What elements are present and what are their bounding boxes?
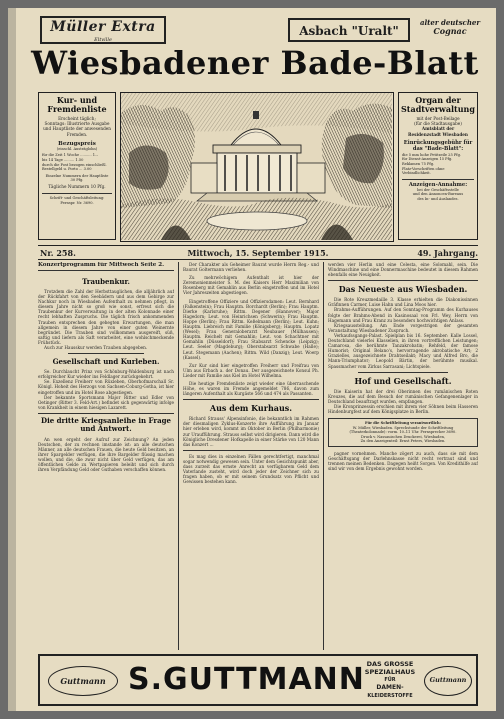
column-rule [178, 262, 179, 650]
article-rotes-kreuz: Die Rote Kreuzmedaille 3. Klasse erhielten die Diakonissinnen Gräfinnen Carmer, Luise Hahn und Lina Moos hier. [328, 297, 478, 308]
issue-year: 49. Jahrgang. [417, 248, 478, 258]
article-kriegsanleihe-cont: Es mag dies in einzelnen Fällen gerechtfertigt, manchmal sogar notwendig gewesen sein. Unter dem Gesichtspunkt aber, dass zurzeit das ernste Anrecht an verfügbarem Geld dem Vaterlande zusteht, wird doch jeder der Zeichner sich zu fragen haben, ob er mit seinem Grundsatz von Pflicht und Gewissen bestehen kann. [183, 453, 319, 485]
price-row: Einzelne Nummern der Hauptliste [45, 173, 109, 178]
kurliste-footer: Schrift- und Geschäftsleitung: [49, 196, 105, 201]
annahme-row: des In- und Auslandes. [417, 196, 459, 201]
ins-row: Reklamen 75 Pfg. [402, 162, 435, 166]
ins-row: Platz-Vorschriften ohne [402, 166, 445, 171]
article-kurhaus: Richard Strauss' Alpensinfonie, die bekanntlich im Rahmen der diesmaligen Zyklus-Konzerte ihre Aufführung im Januar hier erleben wird, kommt im Oktober in Berlin (Philharmonie) zur Uraufführung. Strauss selbst wird dirigieren. Dann wird die Königliche Dresdener Hofkapelle in einer Stärke von 120 Mann das Konzert ... [183, 416, 319, 447]
kurliste-line: Erscheint täglich; [58, 116, 96, 121]
price-row: bis 14 Tage ......... 1.50 [42, 158, 84, 162]
ins-row: Verbindlichkeit. [402, 171, 431, 176]
impressum-title: Für die Schriftleitung verantwortlich: [365, 421, 441, 426]
article-palast: Verkaufssgangs-Palast. Spielplan bis 16. September: Kalle Lossel, Deutschland vielerlei Klasselien, in ihren vortrefflichen Leistungen; Camarosa, die berühmte Tanzakrobatin; Rehfeld, der famose Humorist; Original Belano's, hervorragende akrobatische Art; 2 Grazielles, ausgezeichnete Drahtseilakt; Macy und Alfred Bro, die Mann-Triumphator; Leopold Bärtin, der berühmte musikal. Spassmacher vom Zirkus Sarrasani; Lichtspiele. [328, 332, 478, 369]
organ-heading-1: Organ der [415, 95, 461, 105]
headline-neueste: Das Neueste aus Wiesbaden. [338, 284, 468, 295]
guttmann-line: SPEZIALHAUS [364, 668, 416, 676]
dateline-rule-bottom [38, 259, 478, 260]
issue-date: Mittwoch, 15. September 1915. [187, 248, 329, 258]
dateline-rule-top [38, 245, 478, 246]
binding-edge [8, 8, 16, 711]
impressum-line: Druck v. Nassauischen Druckerei, Wiesbaden, [360, 434, 446, 439]
ad-asbach-uralt [288, 18, 410, 42]
organ-heading-2: Stadtverwaltung [401, 104, 475, 114]
headline-gesellschaft: Gesellschaft und Kurleben. [52, 357, 160, 367]
column-1 [38, 262, 174, 650]
guttmann-left-badge [48, 666, 118, 696]
article-fremdenliste: Die heutige Fremdenliste zeigt wieder eine überraschende Höhe, es waren im Fremde angemeldet 786, davon zum längeren Aufenthalt als Kurgäste 566 und 474 als Passanten. [183, 380, 319, 397]
ad-cognac-line1: alter deutscher [419, 18, 481, 27]
article-baurat: Der Charakter als Geheimer Baurat wurde Herrn Reg.- und Baurat Goltermann verliehen. [183, 262, 319, 273]
ad-cognac-line2: Cognac [433, 26, 467, 36]
kurliste-footer: Fernspr. Nr. 3690. [60, 200, 94, 205]
guttmann-brand: S.GUTTMANN [128, 662, 365, 697]
article-kaiserin: Die Kaiserin hat der drei Oberinnen des rumänischen Roten Kreuzes, die auf dem Besuch der rumänischen Gefangenenlager in Deutschland beauftragt wurden, empfangen. [328, 388, 478, 404]
impressum-line: (Theaterkolonnade): vorm. 10–11 Uhr. Fernsprecher 3690. [349, 430, 457, 435]
headline-kurhaus: Aus dem Kurhaus. [209, 403, 293, 414]
article-traubenkur-2: Auch zur Hausskur werden Trauben abgegeben. [44, 345, 148, 351]
kurliste-line: Sonntags: Illustrierte Ausgabe [44, 121, 110, 127]
kurliste-heading-2: Fremdenliste [47, 104, 107, 114]
impressum-line: Zu den Anzeigenteil: Ernst Peters, Wiesbaden. [360, 439, 446, 444]
article-traubenkur: Trotzdem die Zahl der Herbsttauglichen, die alljährlich auf der Rückfahrt von den Seebädern und aus dem Gebirge zur Nachkur noch in Wiesbaden Aufenthalt zu nehmen pflegt, in diesem Jahre nicht so groß wie sonst, erfreut sich die Traubenkur der Kurverwaltung in der alten Kolonnade einer recht lebhaften Zuspruchs. Die täglich frisch ankommenden Trauben entsprechen den gehegten Erwartungen, die man allgemein in diesem Jahre von einer guten Weinernte begründet. Die Trauben sind vollkommen ausgereift, süß, saftig und liefern als Saft verarbeitet, eine wohlschmeckende Frühstück. [38, 289, 174, 345]
ins-row: für Dienst-Anzeigen 15 Pfg. [402, 157, 453, 162]
guttmann-right-text [360, 660, 420, 700]
einrueckung-title: Einrückungsgebühr für [403, 139, 473, 146]
article-gesellschaft-2: Se. Exzellenz Freiherr von Rüxleben, Oberhofmarschall Sr. Königl. Hoheit des Herzogs von Sachsen-Coburg-Gotha, ist hier eingetroffen und im Hotel Rose abgestiegen. [38, 379, 174, 395]
ad-mueller-extra [40, 16, 166, 44]
article-kurhaus-cont: werden vier Herlin und eine Celesta, eine Solomahl, sein. Die Windmaschine und eine Donnermaschine bedeutet in diesem Rahmen ebenfalls eine Neuigkeit. [328, 262, 478, 278]
organ-line: Amtsblatt der [421, 126, 455, 132]
column-2 [183, 262, 319, 650]
issue-number: Nr. 258. [40, 248, 76, 258]
kurliste-heading-1: Kur- und [56, 95, 98, 105]
annahme-row: und den Annoncen-Bureaus [412, 192, 464, 197]
headline-hof: Hof und Gesellschaft. [354, 375, 452, 386]
einrueckung-sub: das "Bade-Blatt": [412, 145, 464, 152]
guttmann-ad [38, 654, 478, 706]
organ-line: Residenzstadt Wiesbaden [408, 131, 468, 137]
kurhaus-illustration [120, 92, 394, 242]
ad-mueller-brand: Müller Extra [50, 19, 156, 35]
guttmann-right-badge-text: Guttmann [429, 676, 467, 684]
article-offiziere: Eingetroffene Offiziere und Offiziersdamen: Leut. Bernhard (Falkenstein); Frau Hauptm. Borchardt (Berlin); Frau Hauptm. Dierke (Karlsruhe); Rittm. Degener (Hannover); Major Hagedorn; Leut. von Heinrichsen (Schwerin); Frau Hauptm. Hoppe (Berlin); Frau Rittm. Keßelmann (Berlin); Leut. Kuhn; Hauptm. Liebreich mit Familie (Königsberg); Hauptm. Lopatz (Wesel); Frau Generaloberarzt Neubauer (Mülhausen); Hauptm. Reichelt mit Gemahlin; Leut. von Schachtner mit Gemahlin (Düsseldorf); Frau Stabsarzt Schencke (Leipzig); Leut. Seeler (Magdeburg); Oberstabsarzt Schwabe (Halle); Leut. Stegemann (Aachen); Rittm. Wild (Danzig); Leut. Woerp (Kassel). [183, 298, 319, 360]
impressum-line: W. Müller, Wiesbaden. Sprechstunde der Schriftleitung [352, 425, 454, 430]
price-row: Tägliche Nummern 10 Pfg. [48, 183, 106, 189]
price-row: 30 Pfg. [70, 178, 84, 183]
ins-row: die 5 mm hohe Petitzeile 25 Pfg. [402, 152, 462, 157]
column-3 [328, 262, 478, 650]
article-ausstellung: Kriegsausstellung. Am Ende vorgestrigen der gesamten Veranstaltung Wiesbadener Zuspruch. [328, 322, 478, 333]
annahme-title: Anzeigen-Annahme: [408, 181, 468, 188]
price-row: für die Zeit 1 Woche .......... 1.– [42, 153, 99, 158]
article-darlehnskasse: pagner vornehmen. Manche zögert zu auch, dass sie mit dem Geschäftsgang der Darlehnskasse nicht recht vertraut sind und trennen meinen Bedenken. Dagegen heißt Sorgen. Von Kredithilfe auf sind wir von dem Ergebnis gewohnt worden. [328, 451, 478, 472]
guttmann-line: KLEIDERSTOFFE [367, 693, 413, 699]
kurhaus-engraving [121, 93, 392, 240]
guttmann-line: FÜR [384, 677, 396, 683]
price-row: Bestellgeld u. Porto ... 3.00 [42, 167, 92, 172]
headline-kriegsanleihe: Die dritte Kriegsanleihe in Frage und Antwort. [41, 415, 171, 434]
article-gesellschaft-1: Se. Durchlaucht Prinz von Schönburg-Waldenburg ist nach erfolgreicher Kur wieder ins Feldlager zurückgekehrt. [38, 369, 174, 380]
ad-cognac [414, 18, 486, 36]
guttmann-line: DAS GROSSE [366, 660, 414, 668]
guttmann-left-badge-text: Guttmann [60, 676, 106, 686]
bezugspreis-sub: (einschl. Austräglohn) [56, 146, 98, 151]
bezugspreis-title: Bezugspreis [58, 140, 96, 147]
price-row: durch die Post bezogen einschließl. [42, 162, 107, 167]
guttmann-line: DAMEN- [376, 684, 404, 691]
organ-line: (für die Stadtausgabe) [414, 121, 462, 127]
column-rule [323, 262, 324, 650]
concert-notice: Konzertprogramm für Mittwoch Seite 2. [38, 262, 174, 271]
annahme-row: bei der Geschäftsstelle [417, 187, 459, 192]
newspaper-title: Wiesbadener Bade-Blatt [31, 44, 479, 82]
kurliste-line: Fremden. [66, 131, 88, 137]
article-rosenberg: Zu mehrwöchigem Aufenthalt ist hier der Zeremonienmeister S. M. des Kaisers Herr Maximilian von Rosenberg mit Gemahlin aus Berlin eingetroffen und im Hotel Vier Jahreszeiten abgestiegen. [183, 275, 319, 296]
article-kronprinzessin: Die Kronprinzessin erschien mit ihrem vier Söhnen beim Hasseren Hindenburgfest auf dem Königsplatze in Berlin. [328, 403, 478, 414]
kurliste-line: und Hauptliste der anwesenden [43, 126, 111, 132]
article-kur: Zur Kur sind hier eingetroffen Freiherr und Freifrau von Ulm aus Erbach a. der Donau. Der ausgezeichnete Konsul Ph. Lieder mit Familie aus Kiel im Hotel Wilhelma. [183, 362, 319, 378]
subscription-box [38, 92, 116, 240]
advertising-box [398, 92, 478, 240]
newspaper-page [8, 8, 496, 711]
article-brahms: Brahms-Aufführungen. Auf den Sonntag-Programm des Kurhauses folgte der Brahms-Abend in Kasinosaal von Frl. Wey, Herrn von Hagemann und Frau Kranz zu besonders hochwichtigen Anlass. [328, 307, 478, 323]
organ-line: mit der Post-Beilage [416, 116, 460, 121]
headline-traubenkur: Traubenkur. [82, 277, 130, 286]
ad-mueller-sub: Eltville [94, 37, 112, 43]
article-gesellschaft-3: Der bekannte Sportsmann Major Ritter und Edler von Oetinger (Ritter 3. Feld-Art.) befindet sich gegenwärtig infolge von Krankheit in einem hiesigen Lazarett. [38, 394, 174, 410]
ad-asbach-brand: Asbach "Uralt" [299, 24, 399, 38]
article-kriegsanleihe: An wen ergeht der Aufruf zur Zeichnung? An jeden Deutschen, der zu rechnen imstande ist: an alle deutschen Männer, an alle deutschen Frauen, die heute Geld besitzen, an ihrer Spargelder verfügen, die ihre Bargelder flüssig machen wollen, und die, die zwar nicht über Geld verfügen, das am öffentlichen Gelde zu Wertpapieren beleiht und sich durch ihren Verpfändung Geld oder Guthaben verschaffen können. [38, 436, 174, 473]
guttmann-right-badge [424, 666, 472, 696]
